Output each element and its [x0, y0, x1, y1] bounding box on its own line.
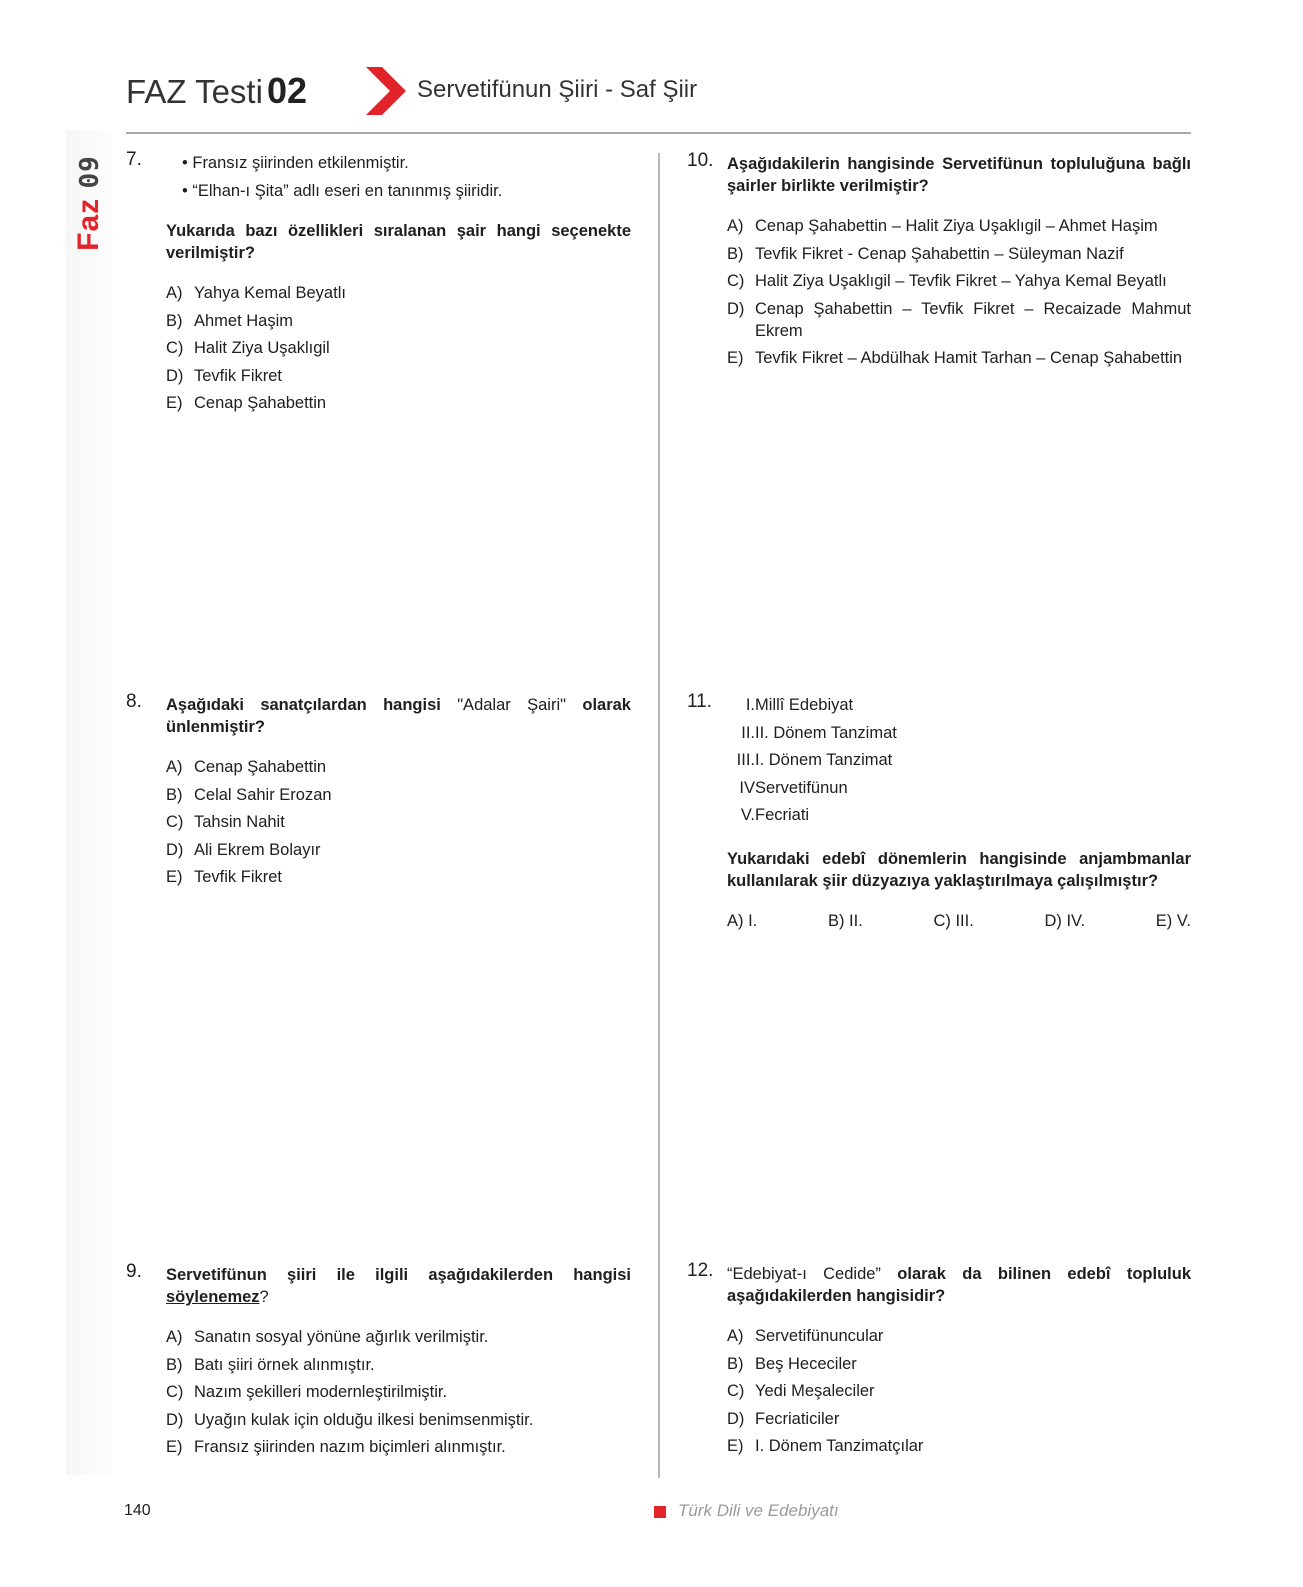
list-item: V. Fecriati — [740, 806, 810, 824]
header-divider — [126, 132, 1191, 134]
list-item: IV Servetifünun — [739, 778, 848, 797]
answer-option-c[interactable]: C) III. — [933, 912, 974, 930]
answer-options-row — [727, 910, 1191, 932]
list-item: I. Millî Edebiyat — [745, 696, 854, 714]
page-title — [126, 70, 307, 112]
list-item: II. II. Dönem Tanzimat — [741, 723, 897, 742]
question-number: 12. — [687, 1260, 714, 1281]
list-item: III. I. Dönem Tanzimat — [736, 751, 893, 769]
question-stem: Aşağıdakilerin hangisinde Servetifünun topluluğuna bağlı şairler birlikte verilmiştir? — [727, 155, 1191, 195]
answer-option-d[interactable]: D) Uyağın kulak için olduğu ilkesi benimsenmiştir. — [166, 1410, 534, 1429]
bullet-item: • “Elhan-ı Şita” adlı eseri en tanınmış şiiridir. — [182, 182, 503, 200]
answer-option-d[interactable]: D) Cenap Şahabettin – Tevfik Fikret – Recaizade Mahmut Ekrem — [727, 299, 1191, 340]
question-stem: Yukarıdaki edebî dönemlerin hangisinde anjambmanlar kullanılarak şiir düzyazıya yaklaştırılmaya çalışılmıştır? — [727, 850, 1191, 890]
question-number: 7. — [126, 149, 142, 170]
book-title: Türk Dili ve Edebiyatı — [678, 1501, 839, 1520]
answer-option-b[interactable]: B) Celal Sahir Erozan — [166, 785, 332, 804]
answer-option-b[interactable]: B) Batı şiiri örnek alınmıştır. — [166, 1355, 375, 1374]
answer-option-d[interactable]: D) Tevfik Fikret — [166, 366, 283, 385]
answer-option-e[interactable]: E) Tevfik Fikret — [166, 868, 283, 886]
question-stem: “Edebiyat-ı Cedide” olarak da bilinen edebî topluluk aşağıdakilerden hangisidir? — [727, 1265, 1191, 1305]
answer-option-a[interactable]: A) I. — [727, 912, 758, 930]
title-prefix: FAZ Testi — [126, 73, 263, 110]
question-number: 11. — [687, 691, 713, 712]
question-bullets — [182, 152, 631, 202]
answer-option-d[interactable]: D) IV. — [1044, 912, 1086, 930]
answer-option-d[interactable]: D) Ali Ekrem Bolayır — [166, 840, 321, 859]
chevron-right-icon — [366, 67, 406, 115]
answer-option-e[interactable]: E) Cenap Şahabettin — [166, 394, 327, 412]
answer-option-e[interactable]: E) V. — [1155, 912, 1191, 930]
question-stem: Aşağıdaki sanatçılardan hangisi "Adalar Şairi" olarak ünlenmiştir? — [166, 696, 631, 736]
title-number: 02 — [266, 70, 307, 111]
section-tab-label — [67, 148, 111, 258]
answer-option-a[interactable]: A) Servetifünuncular — [727, 1327, 884, 1345]
question-number: 8. — [126, 691, 142, 712]
era-list — [727, 694, 1191, 826]
column-divider — [658, 153, 660, 1478]
answer-option-b[interactable]: B) II. — [827, 912, 863, 930]
answer-option-a[interactable]: A) Cenap Şahabettin – Halit Ziya Uşaklıgil – Ahmet Haşim — [727, 217, 1158, 235]
answer-option-c[interactable]: C) Nazım şekilleri modernleştirilmiştir. — [166, 1383, 448, 1401]
answer-option-b[interactable]: B) Beş Hececiler — [727, 1354, 857, 1373]
page-subtitle: Servetifünun Şiiri - Saf Şiir — [417, 76, 698, 103]
section-tab-word: Faz — [72, 197, 106, 251]
section-tab-number: 09 — [75, 155, 106, 189]
question-number: 10. — [687, 150, 714, 171]
answer-option-a[interactable]: A) Yahya Kemal Beyatlı — [166, 284, 346, 302]
square-bullet-icon — [654, 1506, 666, 1518]
answer-option-b[interactable]: B) Tevfik Fikret - Cenap Şahabettin – Süleyman Nazif — [727, 244, 1124, 263]
answer-option-e[interactable]: E) I. Dönem Tanzimatçılar — [727, 1437, 924, 1455]
side-strip — [66, 130, 112, 1475]
answer-option-a[interactable]: A) Cenap Şahabettin — [166, 758, 327, 776]
answer-option-b[interactable]: B) Ahmet Haşim — [166, 311, 294, 330]
answer-option-c[interactable]: C) Halit Ziya Uşaklıgil — [166, 339, 330, 357]
bullet-item: • Fransız şiirinden etkilenmiştir. — [182, 154, 409, 172]
answer-option-d[interactable]: D) Fecriaticiler — [727, 1409, 840, 1428]
question-number: 9. — [126, 1261, 142, 1282]
question-stem: Servetifünun şiiri ile ilgili aşağıdakilerden hangisi söylenemez? — [166, 1266, 631, 1306]
answer-option-c[interactable]: C) Halit Ziya Uşaklıgil – Tevfik Fikret – Yahya Kemal Beyatlı — [727, 272, 1167, 290]
answer-option-a[interactable]: A) Sanatın sosyal yönüne ağırlık verilmiştir. — [166, 1328, 489, 1346]
answer-option-e[interactable]: E) Fransız şiirinden nazım biçimleri alınmıştır. — [166, 1438, 506, 1456]
question-stem: Yukarıda bazı özellikleri sıralanan şair hangi seçenekte verilmiştir? — [166, 222, 631, 262]
answer-option-c[interactable]: C) Tahsin Nahit — [166, 813, 285, 831]
page-number: 140 — [124, 1502, 151, 1519]
answer-option-c[interactable]: C) Yedi Meşaleciler — [727, 1382, 875, 1400]
answer-option-e[interactable]: E) Tevfik Fikret – Abdülhak Hamit Tarhan – Cenap Şahabettin — [727, 349, 1183, 367]
negation-emphasis: söylenemez — [166, 1288, 260, 1306]
